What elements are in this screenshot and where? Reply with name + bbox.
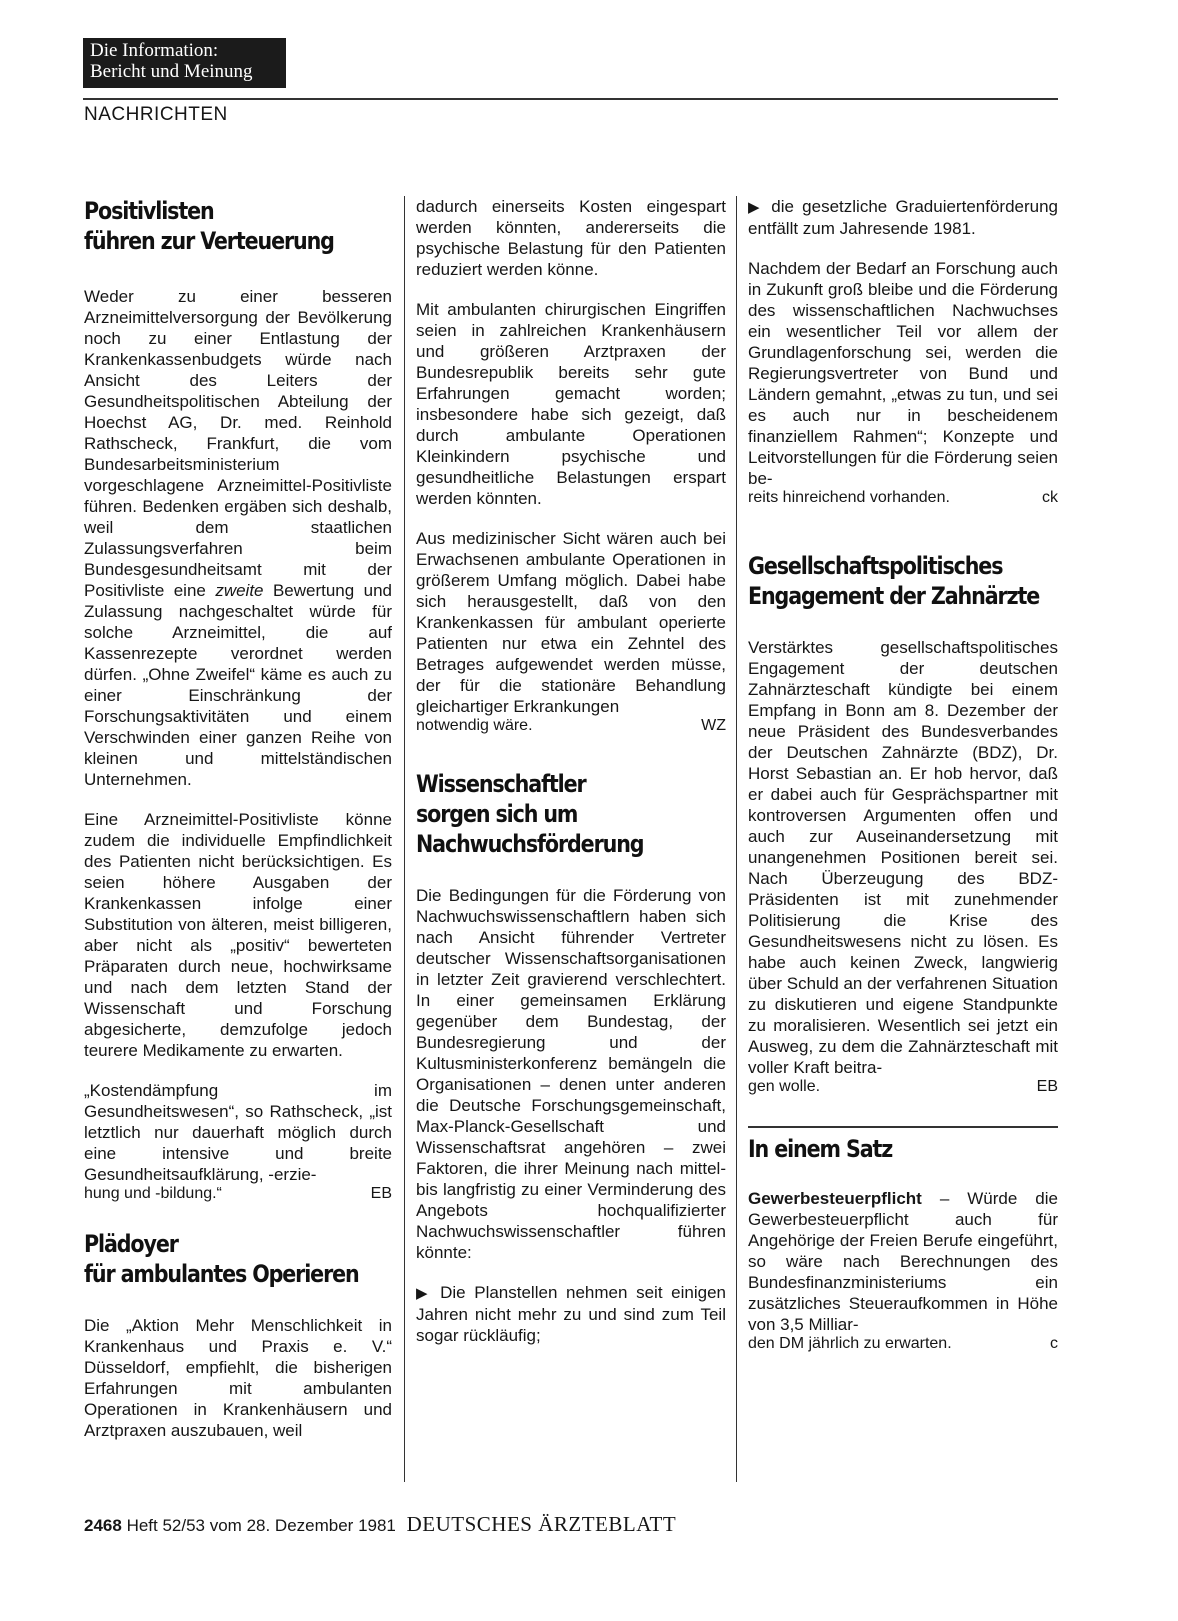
paragraph-last-line: hung und -bildung.“	[84, 1185, 222, 1202]
column-2	[416, 196, 726, 1346]
article-paragraph: Die Bedingungen für die Förderung von Nachwuchswissenschaftlern haben sich nach Ansicht führender Vertreter deutscher Wissenschaftsorganisationen in letzter Zeit gravierend verschlechtert. In einer gemeinsamen Erklärung gegenüber dem Bundestag, der Bundesregierung und der Kultusministerkonferenz bemängeln die Organisationen – denen unter anderen die Deutsche Forschungsgemeinschaft, Max-Planck-Gesellschaft und Wissenschaftsrat angehören – zwei Faktoren, die ihrer Meinung nach mittel- bis langfristig zu einer Verminderung des Angebots hochqualifizierter Nachwuchswissenschaftler führen könnte:	[416, 886, 726, 1262]
author-signature: EB	[370, 1185, 392, 1202]
article-paragraph: Eine Arzneimittel-Positivliste könne zudem die individuelle Empfindlichkeit des Patienten nicht berücksichtigen. Es seien höhere Ausgaben der Krankenkassen infolge einer Substitution von älteren, meist billigeren, aber nicht als „positiv“ bewerteten Präparaten durch neue, hochwirksame und nach dem letzten Stand der Wissenschaft und Forschung abgesicherte, demzufolge jedoch teurere Medikamente zu erwarten.	[84, 810, 392, 1060]
article-paragraph: Verstärktes gesellschaftspolitisches Engagement der deutschen Zahnärzteschaft kündigte bei einem Empfang in Bonn am 8. Dezember der neue Präsident des Bundesverbandes der Deutschen Zahnärzte (BDZ), Dr. Horst Sebastian an. Er hob hervor, daß er dabei auch für Gesprächspartner mit kontroversen Argumenten offen und auch zur Auseinandersetzung mit unangenehmen Positionen bereit sei. Nach Überzeugung des BDZ-Präsidenten ist mit zunehmender Politisierung die Krise des Gesundheitswesens nicht zu lösen. Es habe auch keinen Zweck, langwierig über Schuld an der verfahrenen Situation zu diskutieren und eigene Standpunkte zu moralisieren. Wesentlich sei jetzt ein Ausweg, zu dem die Zahnärzteschaft mit voller Kraft beitra-	[748, 638, 1058, 1077]
article-title-positivlisten: Positivlisten führen zur Verteuerung	[84, 197, 334, 255]
article-title-plaedoyer: Plädoyer für ambulantes Operieren	[84, 1230, 359, 1288]
page-footer	[84, 1512, 676, 1537]
column-divider-1	[404, 196, 405, 1482]
article-paragraph: Mit ambulanten chirurgischen Eingriffen seien in zahlreichen Krankenhäusern und größeren Arztpraxen der Bundesrepublik bereits sehr gute Erfahrungen gemacht worden; insbesondere habe sich gezeigt, daß durch ambulante Operationen Kleinkindern psychische und gesundheitliche Belastungen erspart werden könnten.	[416, 300, 726, 508]
magazine-name: DEUTSCHES ÄRZTEBLATT	[406, 1512, 677, 1536]
article-paragraph: dadurch einerseits Kosten eingespart werden könnten, andererseits die psychische Belastung für den Patienten reduziert werden könne.	[416, 197, 726, 279]
bullet-item: ▶ Die Planstellen nehmen seit einigen Jahren nicht mehr zu und sind zum Teil sogar rückläufig;	[416, 1283, 726, 1345]
article-paragraph: Nachdem der Bedarf an Forschung auch in Zukunft groß bleibe und die Förderung des wissenschaftlichen Nachwuchses ein wesentlicher Teil vor allem der Grundlagenforschung sei, werden die Regierungsvertreter von Bund und Ländern gemahnt, „etwas zu tun, und sei es auch nur in bescheidenem finanziellem Rahmen“; Konzepte und Leitvorstellungen für die Förderung seien be-	[748, 259, 1058, 488]
paragraph-last-line: gen wolle.	[748, 1078, 821, 1095]
section-rule	[748, 1126, 1058, 1128]
issue-info: Heft 52/53 vom 28. Dezember 1981	[126, 1516, 396, 1535]
article-paragraph: Gewerbesteuerpflicht – Würde die Gewerbesteuerpflicht auch für Angehörige der Freien Berufe eingeführt, so wäre nach Berechnungen des Bundesfinanzministeriums ein zusätzliches Steueraufkommen in Höhe von 3,5 Milliar-	[748, 1189, 1058, 1334]
page-number: 2468	[84, 1516, 122, 1535]
paragraph-last-line: reits hinreichend vorhanden.	[748, 489, 950, 506]
article-paragraph: Weder zu einer besseren Arzneimittelversorgung der Bevölkerung noch zu einer Entlastung der Krankenkassenbudgets würde nach Ansicht des Leiters der Gesundheitspolitischen Abteilung der Hoechst AG, Dr. med. Reinhold Rathscheck, Frankfurt, die vom Bundesarbeitsministerium vorgeschlagene Arzneimittel-Positivliste führen. Bedenken ergäben sich deshalb, weil dem staatlichen Zulassungsverfahren beim Bundesgesundheitsamt mit der Positivliste eine zweite Bewertung und Zulassung nachgeschaltet würde für solche Arzneimittel, die auf Kassenrezepte verordnet werden dürfen. „Ohne Zweifel“ käme es auch zu einer Einschränkung der Forschungsaktivitäten und einem Verschwinden einer ganzen Reihe von kleinen und mittelständischen Unternehmen.	[84, 287, 392, 789]
article-title-zahnaerzte: Gesellschaftspolitisches Engagement der Zahnärzte	[748, 552, 1040, 610]
triangle-right-icon: ▶	[748, 199, 764, 216]
article-paragraph: „Kostendämpfung im Gesundheitswesen“, so Rathscheck, „ist letztlich nur dauerhaft möglich durch eine intensive und breite Gesundheitsaufklärung, -erzie-	[84, 1081, 392, 1184]
article-paragraph: Die „Aktion Mehr Menschlichkeit in Krankenhaus und Praxis e. V.“ Düsseldorf, empfiehlt, die bisherigen Erfahrungen mit ambulanten Operationen in Krankenhäusern und Arztpraxen auszubauen, weil	[84, 1316, 392, 1440]
keyword: Gewerbesteuerpflicht	[748, 1189, 922, 1208]
paragraph-last-line: den DM jährlich zu erwarten.	[748, 1335, 952, 1352]
column-1	[84, 196, 392, 1441]
header-line-2: Bericht und Meinung	[90, 61, 253, 82]
column-3	[748, 196, 1058, 1353]
header-line-1: Die Information:	[90, 40, 219, 61]
article-title-wissenschaftler: Wissenschaftler sorgen sich um Nachwuchsförderung	[416, 770, 644, 858]
column-divider-2	[736, 196, 737, 1482]
author-signature: WZ	[701, 717, 726, 734]
article-paragraph: Aus medizinischer Sicht wären auch bei Erwachsenen ambulante Operationen in größerem Umfang möglich. Dabei habe sich herausgestellt, daß von den Krankenkassen für ambulant operierte Patienten nur etwa ein Zehntel des Betrages aufgewendet werden müsse, der für die stationäre Behandlung gleichartiger Erkrankungen	[416, 529, 726, 716]
article-title-in-einem-satz: In einem Satz	[748, 1135, 893, 1163]
triangle-right-icon: ▶	[416, 1285, 432, 1302]
header-rule	[83, 98, 1058, 100]
author-signature: c	[1050, 1335, 1058, 1352]
author-signature: ck	[1042, 489, 1058, 506]
section-label: NACHRICHTEN	[84, 104, 228, 125]
bullet-item: ▶ die gesetzliche Graduiertenförderung entfällt zum Jahresende 1981.	[748, 197, 1059, 238]
section-header-box	[83, 38, 286, 88]
author-signature: EB	[1036, 1078, 1058, 1095]
paragraph-last-line: notwendig wäre.	[416, 717, 533, 734]
